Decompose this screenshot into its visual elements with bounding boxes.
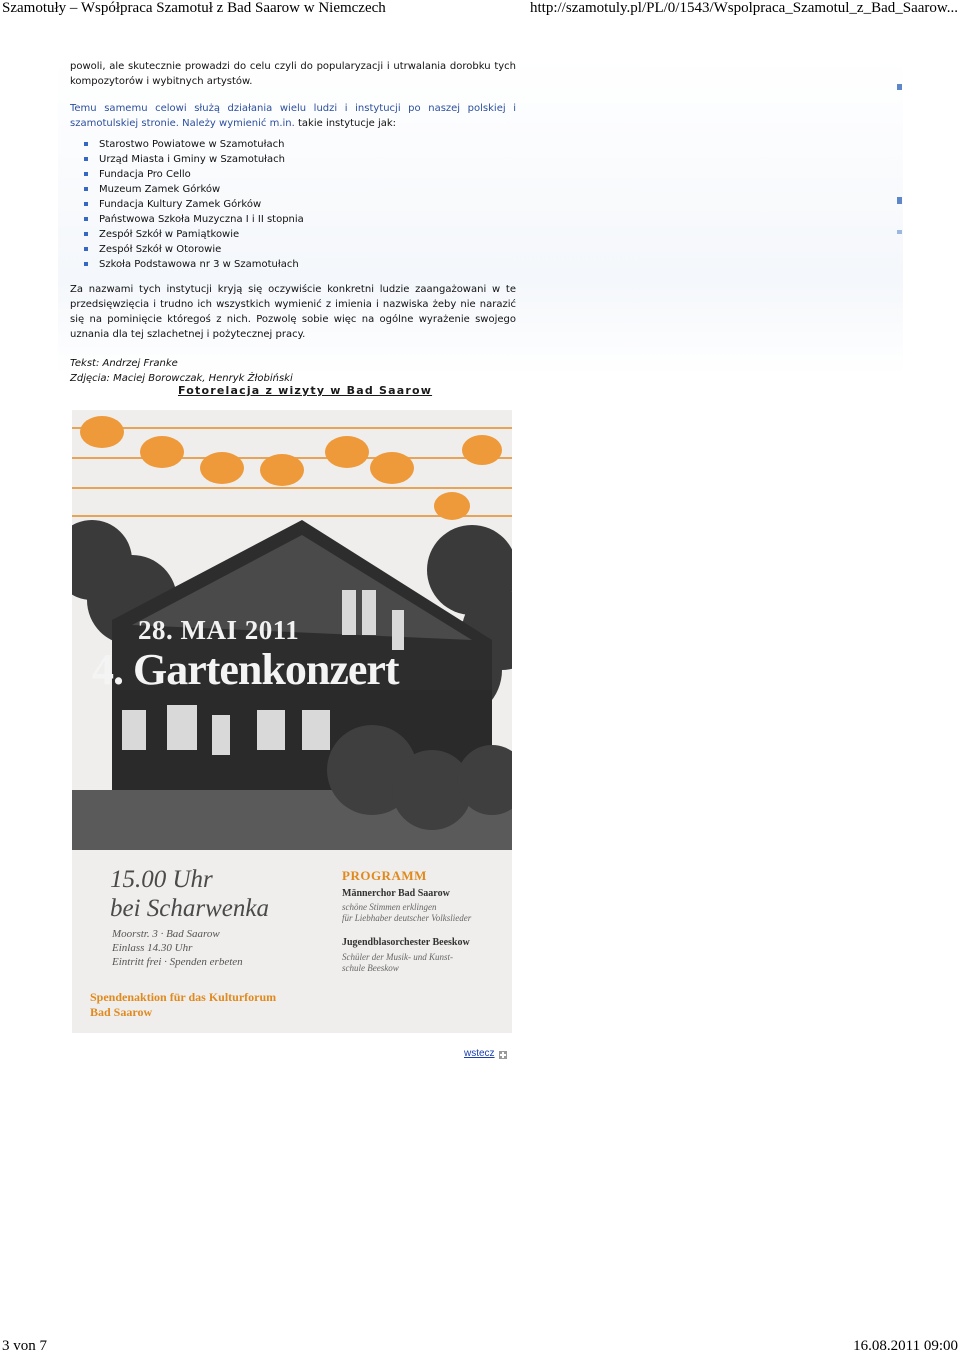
edge-decoration bbox=[897, 84, 902, 90]
list-item bbox=[84, 227, 516, 242]
poster-date: 28. MAI 2011 bbox=[138, 615, 300, 645]
list-item bbox=[84, 152, 516, 167]
edge-decoration bbox=[897, 197, 902, 204]
poster-programm-label: PROGRAMM bbox=[342, 868, 427, 883]
list-item bbox=[84, 257, 516, 272]
poster-admission: Eintritt frei · Spenden erbeten bbox=[112, 956, 243, 968]
poster-venue: bei Scharwenka bbox=[110, 895, 269, 922]
list-item-label: Szkoła Podstawowa nr 3 w Szamotułach bbox=[99, 259, 299, 270]
poster-donation: Spendenaktion für das Kulturforum bbox=[90, 990, 277, 1004]
list-item-label: Fundacja Pro Cello bbox=[99, 169, 191, 180]
article-paragraph: powoli, ale skutecznie prowadzi do celu czyli do popularyzacji i utrwalania dorobku tych kompozytorów i wybitnych artystów. bbox=[70, 61, 516, 87]
poster-donation-place: Bad Saarow bbox=[90, 1005, 153, 1019]
poster-title: 4. Gartenkonzert bbox=[92, 645, 399, 694]
poster-performer-desc: Schüler der Musik- und Kunst- bbox=[342, 952, 453, 962]
list-item-label: Zespół Szkół w Pamiątkowie bbox=[99, 229, 240, 240]
bullet-icon bbox=[84, 187, 88, 191]
bullet-icon bbox=[84, 232, 88, 236]
print-header bbox=[0, 0, 960, 22]
bullet-icon bbox=[84, 202, 88, 206]
credit-text: Tekst: Andrzej Franke bbox=[70, 358, 178, 369]
concert-poster-image bbox=[72, 410, 512, 1033]
print-footer bbox=[0, 1338, 960, 1360]
bullet-icon bbox=[84, 262, 88, 266]
back-link[interactable]: wstecz bbox=[464, 1048, 495, 1059]
list-item bbox=[84, 212, 516, 227]
list-item-label: Muzeum Zamek Górków bbox=[99, 184, 221, 195]
gallery-link[interactable]: Fotorelacja z wizyty w Bad Saarow bbox=[178, 384, 433, 397]
article-paragraph bbox=[70, 101, 516, 131]
list-item bbox=[84, 137, 516, 152]
list-item-label: Starostwo Powiatowe w Szamotułach bbox=[99, 139, 285, 150]
list-item bbox=[84, 197, 516, 212]
print-page-number: 3 von 7 bbox=[2, 1338, 47, 1354]
list-item-label: Fundacja Kultury Zamek Górków bbox=[99, 199, 262, 210]
paragraph-tail: takie instytucje jak: bbox=[294, 118, 397, 129]
bullet-icon bbox=[84, 142, 88, 146]
poster-address: Moorstr. 3 · Bad Saarow bbox=[112, 928, 220, 940]
list-item-label: Urząd Miasta i Gminy w Szamotułach bbox=[99, 154, 285, 165]
poster-performer-desc: schöne Stimmen erklingen bbox=[342, 902, 437, 912]
poster-performer: Männerchor Bad Saarow bbox=[342, 888, 450, 899]
print-header-title: Szamotuły – Współpraca Szamotuł z Bad Saarow w Niemczech bbox=[2, 0, 386, 16]
bullet-icon bbox=[84, 247, 88, 251]
bullet-icon bbox=[84, 217, 88, 221]
article-paragraph: Za nazwami tych instytucji kryją się oczywiście konkretni ludzie zaangażowani w te przedsięwzięcia i trudno ich wszystkich wymienić z imienia i nazwiska żeby nie narazić się na pominięcie któregoś z nich. Pozwolę sobie więc na ogólne wyrażenie swojego uznania dla tej szlachetnej i pożytecznej pracy. bbox=[70, 284, 516, 340]
poster-time: 15.00 Uhr bbox=[110, 866, 213, 893]
plus-icon[interactable] bbox=[499, 1051, 507, 1059]
bullet-icon bbox=[84, 172, 88, 176]
list-item bbox=[84, 167, 516, 182]
highlighted-text: Temu samemu celowi służą działania wielu ludzi i instytucji po naszej polskiej i szamotulskiej stronie. Należy wymienić m.in. bbox=[70, 103, 516, 129]
print-datetime: 16.08.2011 09:00 bbox=[853, 1338, 958, 1354]
print-header-url: http://szamotuly.pl/PL/0/1543/Wspolpraca_Szamotul_z_Bad_Saarow... bbox=[530, 0, 958, 16]
institutions-list bbox=[84, 137, 516, 272]
list-item bbox=[84, 242, 516, 257]
article-body bbox=[70, 57, 516, 386]
list-item-label: Państwowa Szkoła Muzyczna I i II stopnia bbox=[99, 214, 304, 225]
poster-performer-desc: schule Beeskow bbox=[342, 963, 399, 973]
bullet-icon bbox=[84, 157, 88, 161]
credit-photos: Zdjęcia: Maciej Borowczak, Henryk Żłobiński bbox=[70, 373, 293, 384]
poster-entry: Einlass 14.30 Uhr bbox=[112, 942, 193, 954]
poster-performer-desc: für Liebhaber deutscher Volkslieder bbox=[342, 913, 472, 923]
list-item bbox=[84, 182, 516, 197]
edge-decoration bbox=[897, 230, 902, 234]
list-item-label: Zespół Szkół w Otorowie bbox=[99, 244, 222, 255]
poster-performer: Jugendblasorchester Beeskow bbox=[342, 937, 470, 948]
credits bbox=[70, 356, 516, 386]
